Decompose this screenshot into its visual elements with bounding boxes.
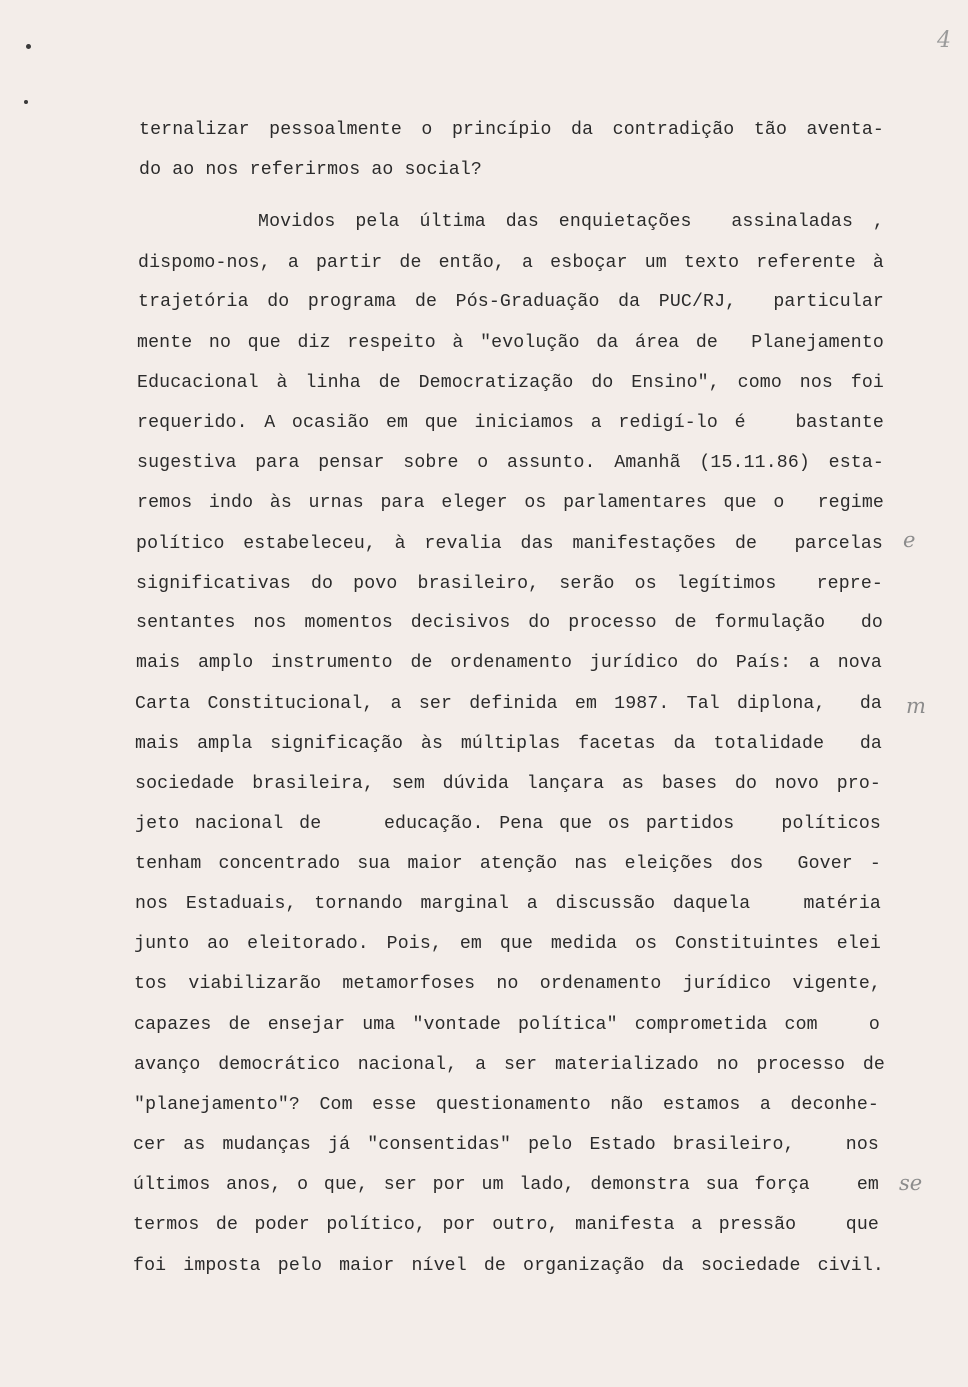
text-line: Educacional à linha de Democratização do Ensino", como nos foi bbox=[137, 373, 884, 393]
text-line: termos de poder político, por outro, manifesta a pressão que bbox=[133, 1215, 879, 1235]
text-line: mais amplo instrumento de ordenamento jurídico do País: a nova bbox=[136, 653, 882, 673]
text-line: junto ao eleitorado. Pois, em que medida os Constituintes elei bbox=[134, 934, 881, 954]
text-line: dispomo-nos, a partir de então, a esboçar um texto referente à bbox=[138, 253, 884, 273]
text-line: tenham concentrado sua maior atenção nas eleições dos Gover - bbox=[135, 854, 881, 874]
margin-note: e bbox=[903, 528, 916, 552]
text-line: Movidos pela última das enquietações assinaladas , bbox=[258, 212, 884, 232]
text-line: político estabeleceu, à revalia das manifestações de parcelas bbox=[136, 534, 883, 554]
text-line: significativas do povo brasileiro, serão os legítimos repre- bbox=[136, 574, 883, 594]
text-line: Carta Constitucional, a ser definida em 1987. Tal diplona, da bbox=[135, 694, 882, 714]
punch-hole-mark bbox=[24, 100, 28, 104]
text-line: trajetória do programa de Pós-Graduação da PUC/RJ, particular bbox=[138, 292, 884, 312]
text-line: últimos anos, o que, ser por um lado, demonstra sua força em bbox=[133, 1175, 879, 1195]
text-line: nos Estaduais, tornando marginal a discussão daquela matéria bbox=[135, 894, 881, 914]
text-line: ternalizar pessoalmente o princípio da contradição tão aventa- bbox=[139, 120, 884, 140]
text-line: mais ampla significação às múltiplas facetas da totalidade da bbox=[135, 734, 882, 754]
page-number: 4 bbox=[937, 28, 951, 53]
text-line: capazes de ensejar uma "vontade política" comprometida com o bbox=[134, 1015, 880, 1035]
text-line: avanço democrático nacional, a ser materializado no processo de bbox=[134, 1055, 885, 1075]
text-line: "planejamento"? Com esse questionamento não estamos a deconhe- bbox=[134, 1095, 879, 1115]
text-line: sociedade brasileira, sem dúvida lançara as bases do novo pro- bbox=[135, 774, 881, 794]
text-line: cer as mudanças já "consentidas" pelo Estado brasileiro, nos bbox=[133, 1135, 879, 1155]
text-line: remos indo às urnas para eleger os parlamentares que o regime bbox=[137, 493, 884, 513]
punch-hole-mark bbox=[26, 44, 31, 49]
text-line: mente no que diz respeito à "evolução da área de Planejamento bbox=[137, 333, 884, 353]
text-line: do ao nos referirmos ao social? bbox=[139, 160, 482, 180]
text-line: requerido. A ocasião em que iniciamos a redigí-lo é bastante bbox=[137, 413, 884, 433]
margin-note: se bbox=[899, 1171, 923, 1195]
text-line: sugestiva para pensar sobre o assunto. Amanhã (15.11.86) esta- bbox=[137, 453, 884, 473]
text-line: tos viabilizarão metamorfoses no ordenamento jurídico vigente, bbox=[134, 974, 881, 994]
text-line: jeto nacional de educação. Pena que os partidos políticos bbox=[135, 814, 881, 834]
margin-note: m bbox=[906, 694, 926, 718]
text-line: foi imposta pelo maior nível de organização da sociedade civil. bbox=[133, 1256, 884, 1276]
text-line: sentantes nos momentos decisivos do processo de formulação do bbox=[136, 613, 883, 633]
